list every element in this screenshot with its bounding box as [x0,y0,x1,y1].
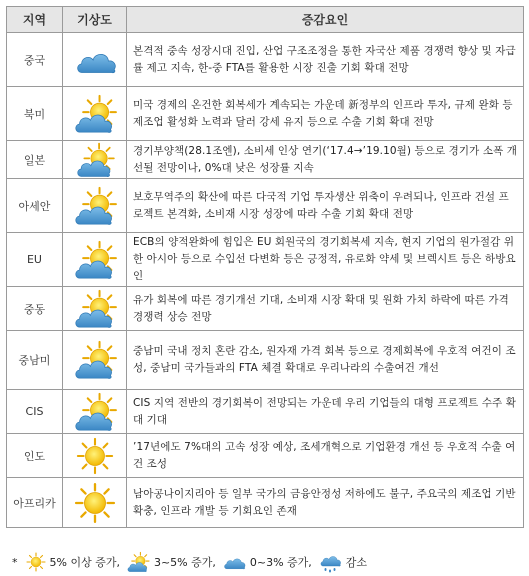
legend-item [26,552,126,572]
sun-cloud-icon [72,186,118,226]
region-cell: 중동 [7,287,63,331]
header-weather: 기상도 [63,7,127,33]
sun-cloud-icon [72,240,118,280]
region-cell: 인도 [7,434,63,478]
export-forecast-table [6,6,524,528]
weather-cell [63,390,127,434]
cloud-icon [73,43,117,77]
rain-cloud-icon [318,551,342,573]
header-region: 지역 [7,7,63,33]
legend-item [222,553,318,571]
region-cell: 아프리카 [7,478,63,528]
factors-cell: 경기부양책(28.1조엔), 소비세 인상 연기(‘17.4→’19.10월) 등으로 경기가 소폭 개선될 전망이나, 0%대 낮은 성장률 지속 [127,141,524,179]
sun-cloud-icon [72,340,118,380]
table-header-row [7,7,524,33]
legend-label: 0~3% 증가, [249,556,312,569]
region-cell: 아세안 [7,179,63,233]
region-cell: 중남미 [7,331,63,390]
header-factors: 증감요인 [127,7,524,33]
legend-label: 5% 이상 증가, [49,556,120,569]
weather-cell [63,478,127,528]
table-row [7,390,524,434]
sun-icon [74,482,116,524]
factors-cell: 본격적 중속 성장시대 진입, 산업 구조조정을 통한 자국산 제품 경쟁력 향상 및 자급률 제고 지속, 한-중 FTA를 활용한 시장 진출 기회 확대 전망 [127,33,524,87]
table-row [7,287,524,331]
region-cell: 중국 [7,33,63,87]
sun-cloud-icon [72,289,118,329]
weather-cell [63,33,127,87]
legend [12,548,367,576]
region-cell: EU [7,233,63,287]
sun-cloud-icon [126,551,150,573]
factors-cell: 남아공나이지리아 등 일부 국가의 금융안정성 저하에도 불구, 주요국의 제조업 기반 확충, 인프라 개발 등 기회요인 존재 [127,478,524,528]
sun-cloud-icon [74,142,116,178]
cloud-icon [222,553,246,571]
table-row [7,331,524,390]
factors-cell: ECB의 양적완화에 힘입은 EU 회원국의 경기회복세 지속, 현지 기업의 원가절감 위한 아시아 등으로 수입선 다변화 등은 긍정적, 유로화 약세 및 브렉시트 등은 하방요인 [127,233,524,287]
weather-cell [63,87,127,141]
sun-cloud-icon [72,392,118,432]
legend-item [318,551,367,573]
factors-cell: 보호무역주의 확산에 따른 다국적 기업 투자생산 위축이 우려되나, 인프라 건설 프로젝트 본격화, 소비재 시장 성장에 따라 수출 기회 확대 전망 [127,179,524,233]
factors-cell: 유가 회복에 따른 경기개선 기대, 소비재 시장 확대 및 원화 가치 하락에 따른 가격 경쟁력 상승 전망 [127,287,524,331]
sun-icon [76,437,114,475]
table-row [7,478,524,528]
table-row [7,434,524,478]
legend-label: 3~5% 증가, [153,556,216,569]
table-row [7,141,524,179]
sun-cloud-icon [72,94,118,134]
region-cell: 북미 [7,87,63,141]
weather-cell [63,141,127,179]
factors-cell: 미국 경제의 온건한 회복세가 계속되는 가운데 新정부의 인프라 투자, 규제 완화 등 제조업 활성화 노력과 달러 강세 유지 등으로 수출 기회 확대 전망 [127,87,524,141]
table-row [7,179,524,233]
table-row [7,87,524,141]
weather-cell [63,287,127,331]
factors-cell: ’17년에도 7%대의 고속 성장 예상, 조세개혁으로 기업환경 개선 등 우호적 수출 여건 조성 [127,434,524,478]
weather-cell [63,179,127,233]
factors-cell: 중남미 국내 정치 혼란 감소, 원자재 가격 회복 등으로 경제회복에 우호적 여건이 조성, 중남미 국가들과의 FTA 체결 확대로 우리나라의 수출여건 개선 [127,331,524,390]
region-cell: 일본 [7,141,63,179]
sun-icon [26,552,46,572]
weather-cell [63,331,127,390]
table-row [7,33,524,87]
weather-cell [63,434,127,478]
weather-cell [63,233,127,287]
region-cell: CIS [7,390,63,434]
legend-label: 감소 [345,556,368,569]
table-row [7,233,524,287]
legend-item [126,551,222,573]
legend-marker: * [12,555,18,569]
factors-cell: CIS 지역 전반의 경기회복이 전망되는 가운데 우리 기업들의 대형 프로젝트 수주 확대 기대 [127,390,524,434]
